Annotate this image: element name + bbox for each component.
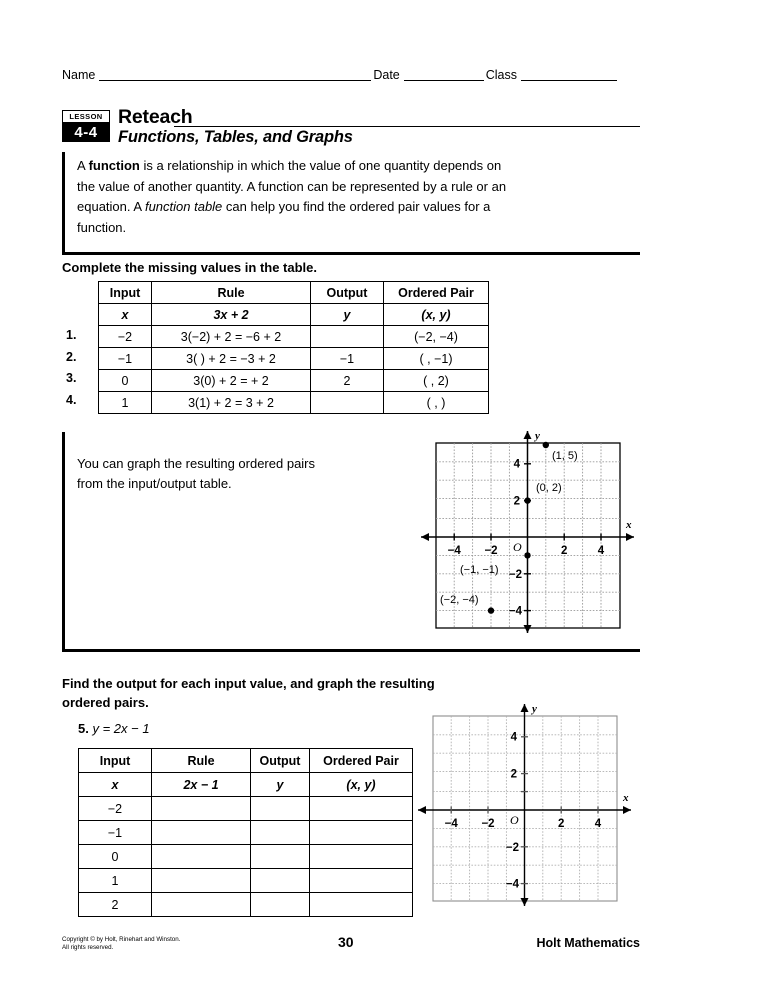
intro-callout	[62, 152, 640, 255]
cell-input: 0	[99, 370, 152, 392]
table-row	[79, 845, 413, 869]
table-subheader-row	[79, 773, 413, 797]
intro-term-function: function	[88, 158, 140, 173]
cell-output[interactable]	[251, 869, 310, 893]
lesson-badge-number: 4-4	[62, 123, 110, 142]
copyright-line1: Copyright © by Holt, Rinehart and Winston.	[62, 936, 181, 943]
intro-text-c: can help you find the ordered pair values for a function.	[77, 199, 491, 235]
header-divider	[174, 126, 640, 127]
xtick-label: −4	[444, 818, 458, 830]
cell-input: 2	[79, 893, 152, 917]
section1-instruction: Complete the missing values in the table.	[62, 260, 318, 275]
point-label: (−2, −4)	[440, 594, 479, 606]
cell-pair[interactable]	[310, 893, 413, 917]
cell-pair[interactable]: ( , )	[384, 392, 489, 414]
row-number: 2.	[66, 349, 77, 364]
cell-input: 0	[79, 845, 152, 869]
xtick-label: −2	[481, 818, 495, 830]
table-row	[99, 392, 489, 414]
x-axis-label: x	[626, 519, 632, 531]
intro-text-b: is a relationship in which the value of one quantity depends on the value of another quantity. A function can be represented by a rule or an equation. A	[77, 158, 507, 214]
lesson-badge-word: LESSON	[62, 110, 110, 123]
problem-5	[78, 721, 150, 736]
ytick-label: 2	[510, 768, 517, 781]
cell-output[interactable]	[251, 845, 310, 869]
coordinate-graph-plotted	[418, 425, 643, 637]
table-row	[79, 821, 413, 845]
header-output: Output	[311, 282, 384, 304]
cell-input: −1	[79, 821, 152, 845]
point-label: (0, 2)	[536, 482, 562, 494]
cell-output[interactable]	[251, 821, 310, 845]
graph-callout-line1: You can graph the resulting ordered pairs	[77, 456, 316, 471]
cell-pair[interactable]	[310, 797, 413, 821]
cell-input: −2	[99, 326, 152, 348]
cell-input: −1	[99, 348, 152, 370]
cell-rule[interactable]	[152, 893, 251, 917]
table-row	[99, 370, 489, 392]
table-row	[99, 326, 489, 348]
xtick-label: 2	[557, 818, 565, 830]
cell-rule: 3(1) + 2 = 3 + 2	[152, 392, 311, 414]
xtick-label: 4	[594, 818, 602, 830]
ytick-label: −4	[505, 878, 519, 891]
subheader-x: x	[79, 773, 152, 797]
header-rule: Rule	[152, 749, 251, 773]
data-point	[488, 607, 494, 613]
cell-input: −2	[79, 797, 152, 821]
cell-pair[interactable]	[310, 869, 413, 893]
graph-callout-line2: from the input/output table.	[77, 476, 232, 491]
function-table-2	[78, 748, 413, 917]
ytick-label: −4	[508, 605, 522, 618]
page-subtitle: Functions, Tables, and Graphs	[118, 128, 353, 146]
cell-pair[interactable]: ( , −1)	[384, 348, 489, 370]
x-axis-label: x	[623, 792, 629, 804]
header-ordered-pair: Ordered Pair	[384, 282, 489, 304]
table-row	[79, 869, 413, 893]
y-axis-label: y	[535, 430, 540, 442]
page-number: 30	[338, 934, 354, 950]
data-point	[543, 442, 549, 448]
cell-input: 1	[99, 392, 152, 414]
lesson-badge	[62, 110, 110, 142]
coordinate-graph-blank[interactable]	[415, 698, 640, 910]
cell-output[interactable]	[251, 797, 310, 821]
copyright-line2: All rights reserved.	[62, 944, 114, 951]
point-label: (1, 5)	[552, 450, 578, 462]
data-point	[524, 552, 530, 558]
origin-label: O	[513, 540, 522, 554]
intro-term-function-table: function table	[144, 199, 223, 214]
xtick-label: −2	[484, 545, 498, 557]
problem-5-equation: y = 2x − 1	[92, 721, 150, 736]
cell-pair[interactable]: ( , 2)	[384, 370, 489, 392]
subheader-y: y	[311, 304, 384, 326]
row-number: 1.	[66, 328, 77, 342]
subheader-xy: (x, y)	[310, 773, 413, 797]
class-label: Class	[485, 68, 518, 82]
cell-input: 1	[79, 869, 152, 893]
cell-rule[interactable]: 3(0) + 2 = + 2	[152, 370, 311, 392]
intro-paragraph	[77, 156, 507, 238]
row-number: 3.	[66, 371, 77, 385]
row-number: 4.	[66, 392, 77, 407]
cell-output[interactable]	[311, 326, 384, 348]
header-input: Input	[99, 282, 152, 304]
date-label: Date	[373, 68, 400, 82]
cell-rule[interactable]	[152, 845, 251, 869]
table-row	[79, 893, 413, 917]
cell-pair[interactable]	[310, 821, 413, 845]
cell-pair[interactable]	[310, 845, 413, 869]
subheader-y: y	[251, 773, 310, 797]
section2-instruction-line1: Find the output for each input value, and graph the resulting	[62, 676, 435, 691]
ytick-label: 4	[513, 458, 520, 471]
problem-5-number: 5.	[78, 721, 89, 736]
name-label: Name	[62, 68, 96, 82]
cell-pair: (−2, −4)	[384, 326, 489, 348]
xtick-label: −4	[447, 545, 461, 557]
header-input: Input	[79, 749, 152, 773]
intro-text-a: A	[77, 158, 89, 173]
name-blank[interactable]	[99, 68, 371, 81]
footer-brand: Holt Mathematics	[536, 936, 640, 950]
student-info-line	[62, 68, 642, 82]
cell-rule[interactable]	[152, 869, 251, 893]
subheader-rule: 3x + 2	[152, 304, 311, 326]
section2-instruction-line2: ordered pairs.	[62, 695, 149, 710]
footer-copyright	[62, 936, 180, 952]
subheader-rule: 2x − 1	[152, 773, 251, 797]
table-header-row	[99, 282, 489, 304]
class-blank[interactable]	[521, 68, 617, 81]
page-title: Reteach	[118, 106, 193, 128]
table-header-row	[79, 749, 413, 773]
table-subheader-row	[99, 304, 489, 326]
cell-rule: 3(−2) + 2 = −6 + 2	[152, 326, 311, 348]
table-row	[79, 797, 413, 821]
xtick-label: 4	[597, 545, 605, 557]
graph-callout-text	[77, 454, 407, 494]
cell-output: 2	[311, 370, 384, 392]
y-axis-label: y	[532, 703, 537, 715]
ytick-label: 2	[513, 495, 520, 508]
cell-output: −1	[311, 348, 384, 370]
subheader-xy: (x, y)	[384, 304, 489, 326]
cell-rule[interactable]	[152, 821, 251, 845]
date-blank[interactable]	[404, 68, 484, 81]
ytick-label: 4	[510, 731, 517, 744]
ytick-label: −2	[508, 568, 522, 581]
ytick-label: −2	[505, 841, 519, 854]
table-row	[99, 348, 489, 370]
function-table-1	[98, 281, 489, 414]
cell-rule[interactable]	[152, 797, 251, 821]
data-point	[524, 497, 530, 503]
table1-row-numbers	[66, 325, 76, 411]
point-label: (−1, −1)	[460, 564, 499, 576]
subheader-x: x	[99, 304, 152, 326]
cell-output[interactable]	[311, 392, 384, 414]
header-rule: Rule	[152, 282, 311, 304]
header-ordered-pair: Ordered Pair	[310, 749, 413, 773]
xtick-label: 2	[560, 545, 568, 557]
header-output: Output	[251, 749, 310, 773]
cell-rule[interactable]: 3( ) + 2 = −3 + 2	[152, 348, 311, 370]
origin-label: O	[510, 813, 519, 827]
cell-output[interactable]	[251, 893, 310, 917]
